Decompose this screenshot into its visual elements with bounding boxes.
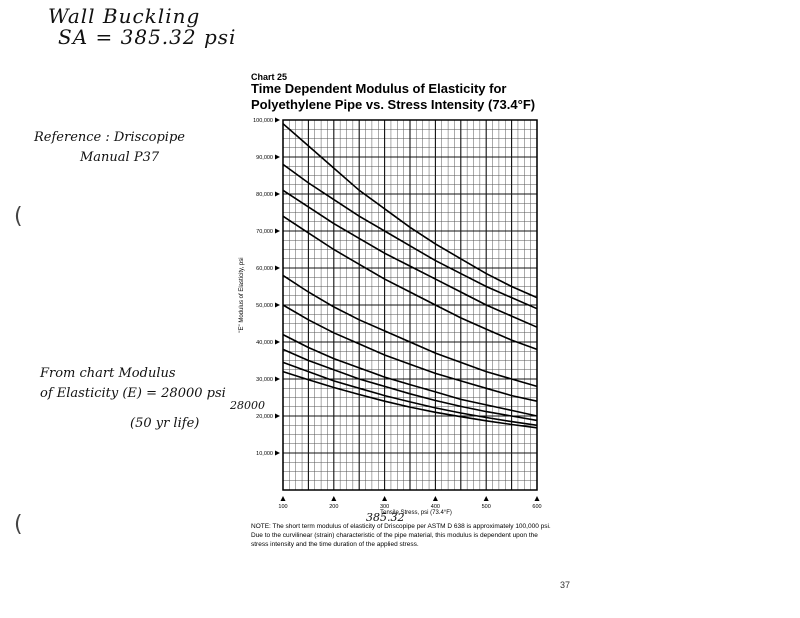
y-tick-label: 70,000: [256, 229, 273, 235]
x-tick-marker: [535, 496, 540, 501]
y-tick-marker: [275, 118, 280, 123]
y-tick-label: 100,000: [253, 118, 273, 124]
x-tick-marker: [484, 496, 489, 501]
page-number: 37: [560, 580, 571, 590]
y-tick-label: 50,000: [256, 303, 273, 309]
annotation-e-axis-mark: 28000: [230, 399, 265, 412]
chart-note: NOTE: The short term modulus of elasticity of Driscopipe per ASTM D 638 is approximately 100,000 psi. Due to the curvilinear (strain) characteristic of the pipe material, this modulus is dependent upon the stress intensity and the time duration of the applied stress.: [251, 523, 551, 548]
x-tick-label: 400: [430, 504, 440, 510]
scan-artifact-mark: (: [14, 204, 23, 229]
x-tick-marker: [331, 496, 336, 501]
y-tick-label: 30,000: [256, 377, 273, 383]
y-tick-label: 90,000: [256, 155, 273, 161]
x-tick-label: 300: [380, 504, 390, 510]
annotation-reference-page: Manual P37: [80, 150, 160, 165]
annotation-stress-axis-mark: 385.32: [366, 511, 405, 524]
x-tick-marker: [281, 496, 286, 501]
annotation-life: (50 yr life): [130, 416, 200, 431]
x-tick-label: 100: [278, 504, 288, 510]
chart-label: Chart 25: [251, 72, 288, 82]
y-tick-marker: [275, 192, 280, 197]
y-tick-marker: [275, 229, 280, 234]
chart-title-line-2: Polyethylene Pipe vs. Stress Intensity (73.4°F): [251, 97, 536, 112]
scan-artifact-mark: (: [14, 512, 23, 537]
x-tick-label: 200: [329, 504, 339, 510]
x-tick-label: 600: [532, 504, 542, 510]
x-tick-marker: [382, 496, 387, 501]
annotation-reference: Reference : Driscopipe: [34, 130, 185, 145]
x-tick-marker: [433, 496, 438, 501]
y-tick-marker: [275, 377, 280, 382]
y-tick-marker: [275, 303, 280, 308]
y-tick-label: 80,000: [256, 192, 273, 198]
annotation-modulus-value: of Elasticity (E) = 28000 psi: [40, 386, 226, 401]
y-tick-marker: [275, 414, 280, 419]
y-tick-marker: [275, 155, 280, 160]
annotation-sa-value: SA = 385.32 psi: [58, 25, 237, 49]
y-tick-marker: [275, 340, 280, 345]
y-tick-label: 40,000: [256, 340, 273, 346]
y-tick-label: 20,000: [256, 414, 273, 420]
annotation-from-chart: From chart Modulus: [40, 366, 176, 381]
y-axis-label: "E" Modulus of Elasticity, psi: [239, 257, 245, 333]
y-tick-marker: [275, 451, 280, 456]
y-tick-marker: [275, 266, 280, 271]
x-tick-label: 500: [481, 504, 491, 510]
annotation-wall-buckling: Wall Buckling: [48, 4, 201, 28]
chart-title-line-1: Time Dependent Modulus of Elasticity for: [251, 81, 507, 96]
y-tick-label: 10,000: [256, 451, 273, 457]
y-tick-label: 60,000: [256, 266, 273, 272]
x-axis-label: Tensile Stress, psi (73.4°F): [380, 510, 452, 516]
